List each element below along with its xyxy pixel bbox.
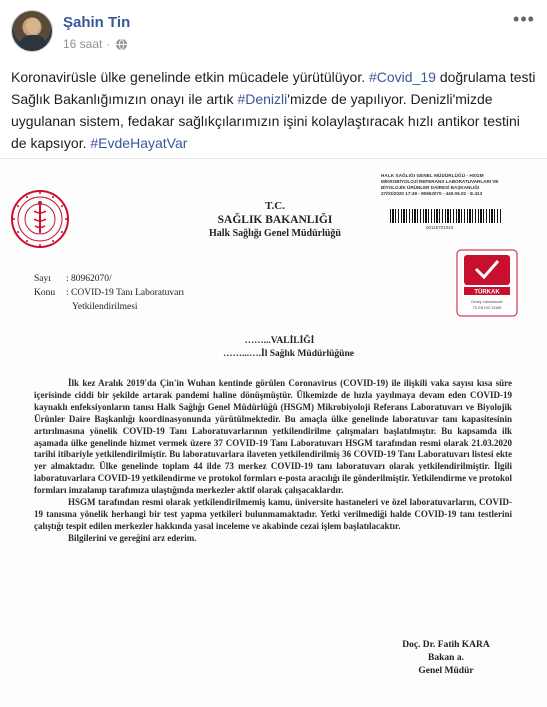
post-meta	[63, 37, 127, 51]
avatar-head	[26, 18, 40, 34]
turkak-line-1: Deney Laboratuvarı	[471, 300, 503, 304]
post-text-part-3: 'mizde de yapılıyor. Denizli'mizde uygulanan sistem, fedakar sağlıkçılarımızın işini kolaylaştıracak hızlı antikor testini de kapsıyor.	[11, 91, 520, 151]
body-paragraph-3: Bilgilerini ve gereğini arz ederim.	[68, 532, 197, 543]
avatar[interactable]	[11, 10, 53, 52]
document-signature	[386, 639, 506, 678]
post-text-part-1: Koronavirüsle ülke genelinde etkin mücadele yürütülüyor.	[11, 69, 369, 85]
document-letterhead: T.C. SAĞLIK BAKANLIĞI Halk Sağlığı Genel Müdürlüğü	[209, 200, 341, 239]
konu-label: Konu	[34, 288, 56, 298]
body-paragraph-1: İlk kez Aralık 2019'da Çin'in Wuhan kentinde görülen Coronavirus (COVID-19) ile ilişkili vaka sayısı kısa süre içerisinde ciddi bir şekilde artarak pandemi haline dönüşmüştür. Ülkemizde de hızla yayılmaya devam eden COVID-19 kaynaklı enfeksiyonların tanısı Halk Sağlığı Genel Müdürlüğü (HSGM) Mikrobiyoloji Referans Laboratuvarı ve Biyolojik Ürünler Daire Başkanlığı koordinasyonunda yürütülmektedir. Bu amaçla ülke genelinde laboratuvar tanı kapasitesinin artırılmasına yönelik COVID-19 Tanı Laboratuvarlarının yetkilendirilme çalışmaları başlatılmıştır. Bu kapsamda ilk aşamada ülke genelinde hizmet vermek üzere 37 COVID-19 Tanı Laboratuvarı HSGM tarafından resmi olarak 21.03.2020 tarihi itibariyle yetkilendirilmiştir. Bu laboratuvarlara ilaveten yetkilendirilmiş 36 COVID-19 Tanı Laboratuvarı listesi ekte yer almaktadır. Ülke genelinde toplam 44 ilde 73 merkez COVID-19 tanı laboratuvarı olarak yetkilendirilmiştir. İlgili laboratuvarlara COVID-19 yetkilendirme ve protokol formları e-posta aracılığı ile gönderilmiştir. Yetkilendirme ve protokol formları imzalanıp tarafımıza ulaştığında merkezler aktif olarak çalışacaklardır.	[34, 378, 512, 496]
signatory-name: Doç. Dr. Fatih KARA	[402, 640, 490, 650]
document-addressee: ……...VALİLİĞİ ……...….İl Sağlık Müdürlüğüne	[223, 336, 354, 359]
turkak-brand: TÜRKAK	[474, 289, 500, 296]
sayi-value: : 80962070/	[66, 274, 112, 284]
konu-value: : COVID-19 Tanı Laboratuvarı	[66, 288, 185, 298]
barcode-number: 00115701024	[426, 225, 454, 230]
hashtag-covid19[interactable]: #Covid_19	[369, 69, 436, 85]
post-text-part-2: doğrulama testi Sağlık Bakanlığımızın onayı ile artık	[11, 69, 536, 107]
hashtag-evdehayatvar[interactable]: #EvdeHayatVar	[90, 135, 188, 151]
author-name[interactable]: Şahin Tin	[63, 14, 131, 31]
barcode	[390, 209, 502, 223]
post-header	[11, 10, 537, 54]
post-text	[11, 66, 536, 154]
sayi-label: Sayı	[34, 274, 51, 284]
document-body	[34, 378, 512, 545]
turkak-accreditation-logo-icon	[456, 249, 518, 317]
avatar-body	[19, 35, 47, 52]
ministry-logo-icon	[10, 189, 70, 249]
body-paragraph-2: HSGM tarafından resmi olarak yetkilendirilmemiş kamu, üniversite hastaneleri ve özel laboratuvarların, COVID-19 tanısına yönelik herhangi bir test yapma yetkileri bulunmamaktadır. Yetki verilmediği halde COVID-19 tanı testlerini çalıştığı tespit edilen merkezler hakkında yasal inceleme ve akabinde cezai işlem başlatılacaktır.	[34, 497, 512, 531]
post-time[interactable]: 16 saat	[63, 37, 103, 51]
hashtag-denizli[interactable]: #Denizli	[237, 91, 288, 107]
meta-separator: ·	[106, 37, 111, 51]
konu-value-continued: Yetkilendirilmesi	[72, 302, 138, 312]
signatory-title: Genel Müdür	[418, 666, 474, 676]
globe-icon[interactable]	[116, 39, 127, 50]
attached-document-image[interactable]	[0, 158, 547, 707]
document-stamp: HALK SAĞLIĞI GENEL MÜDÜRLÜĞÜ - HSGM MİKROBİYOLOJİ REFERANS LABORATUVARLARI VE BİYOLOJİK ÜRÜNLER DAİRESİ BAŞKANLIĞI 27/03/2020 17:49 - 80962070 - 440.06.02 - E.413	[381, 173, 499, 196]
turkak-line-2: TS EN ISO 15189	[472, 306, 502, 310]
document-subject	[34, 272, 184, 314]
signatory-role: Bakan a.	[428, 653, 464, 663]
more-options-icon[interactable]: •••	[513, 9, 535, 29]
